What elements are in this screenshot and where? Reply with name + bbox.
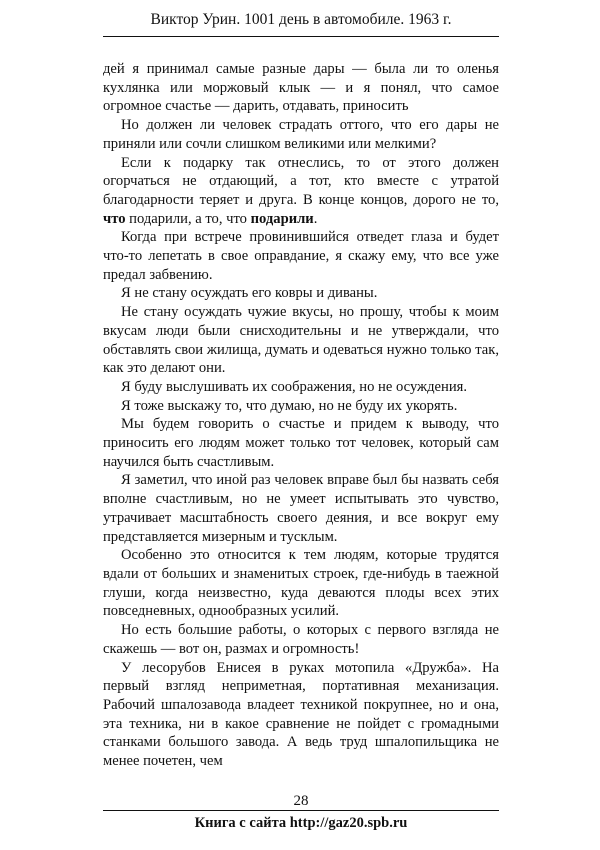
page-number: 28 [293, 793, 309, 809]
paragraph: Я заметил, что иной раз человек вправе был бы назвать себя вполне счастливым, но не умеет испытывать это чувство, утрачивает масштабность своего деяния, и все вокруг ему представляется мизерным и тусклым. [103, 472, 499, 545]
paragraph: Но должен ли человек страдать оттого, что его дары не приняли или сочли слишком великими или мелкими? [103, 117, 499, 152]
paragraph-text: подарили, а то, что [125, 210, 251, 227]
paragraph-text: . [313, 210, 318, 227]
source-footer: Книга с сайта http://gaz20.spb.ru [103, 810, 499, 832]
paragraph: Мы будем говорить о счастье и придем к выводу, что приносить его людям может только тот человек, который сам научился быть счастливым. [103, 416, 499, 470]
paragraph: Не стану осуждать чужие вкусы, но прошу, чтобы к моим вкусам люди были снисходительны и не утверждали, что обставлять свои жилища, думать и одеваться нужно только так, как это делают они. [103, 304, 499, 377]
paragraph: Особенно это относится к тем людям, которые трудятся вдали от больших и знаменитых строек, где-нибудь в таежной глуши, когда неизвестно, куда деваются плоды всех этих повседневных, однообразных усилий. [103, 547, 499, 620]
running-header: Виктор Урин. 1001 день в автомобиле. 1963 г. [103, 10, 499, 37]
paragraph: Когда при встрече провинившийся отведет глаза и будет что-то лепетать в свое оправдание, я скажу ему, что все уже предал забвению. [103, 229, 499, 283]
paragraph: Но есть большие работы, о которых с первого взгляда не скажешь — вот он, размах и огромность! [103, 622, 499, 657]
paragraph: Я тоже выскажу то, что думаю, но не буду их укорять. [121, 397, 458, 414]
page-body [103, 60, 499, 771]
paragraph: Я буду выслушивать их соображения, но не осуждения. [121, 378, 468, 395]
paragraph [103, 154, 499, 229]
paragraph: дей я принимал самые разные дары — была ли то оленья кухлянка или моржовый клык — и я понял, что самое огромное счастье — дарить, отдавать, приносить [103, 61, 499, 115]
paragraph: У лесорубов Енисея в руках мотопила «Дружба». На первый взгляд неприметная, портативная механизация. Рабочий шпалозавода владеет техникой покрупнее, но и она, эта техника, ни в какое сравнение не пойдет с громадными станками большого завода. А ведь труд шпалопильщика не менее почетен, чем [103, 659, 499, 770]
emphasis-word: подарили [250, 210, 314, 227]
paragraph: Я не стану осуждать его ковры и диваны. [121, 285, 378, 302]
emphasis-word: что [103, 210, 126, 227]
paragraph-text: Если к подарку так отнеслись, то от этого должен огорчаться не отдающий, а тот, кто вместе с утратой благодарности теряет и друга. В конце концов, дорого не то, [103, 154, 499, 208]
